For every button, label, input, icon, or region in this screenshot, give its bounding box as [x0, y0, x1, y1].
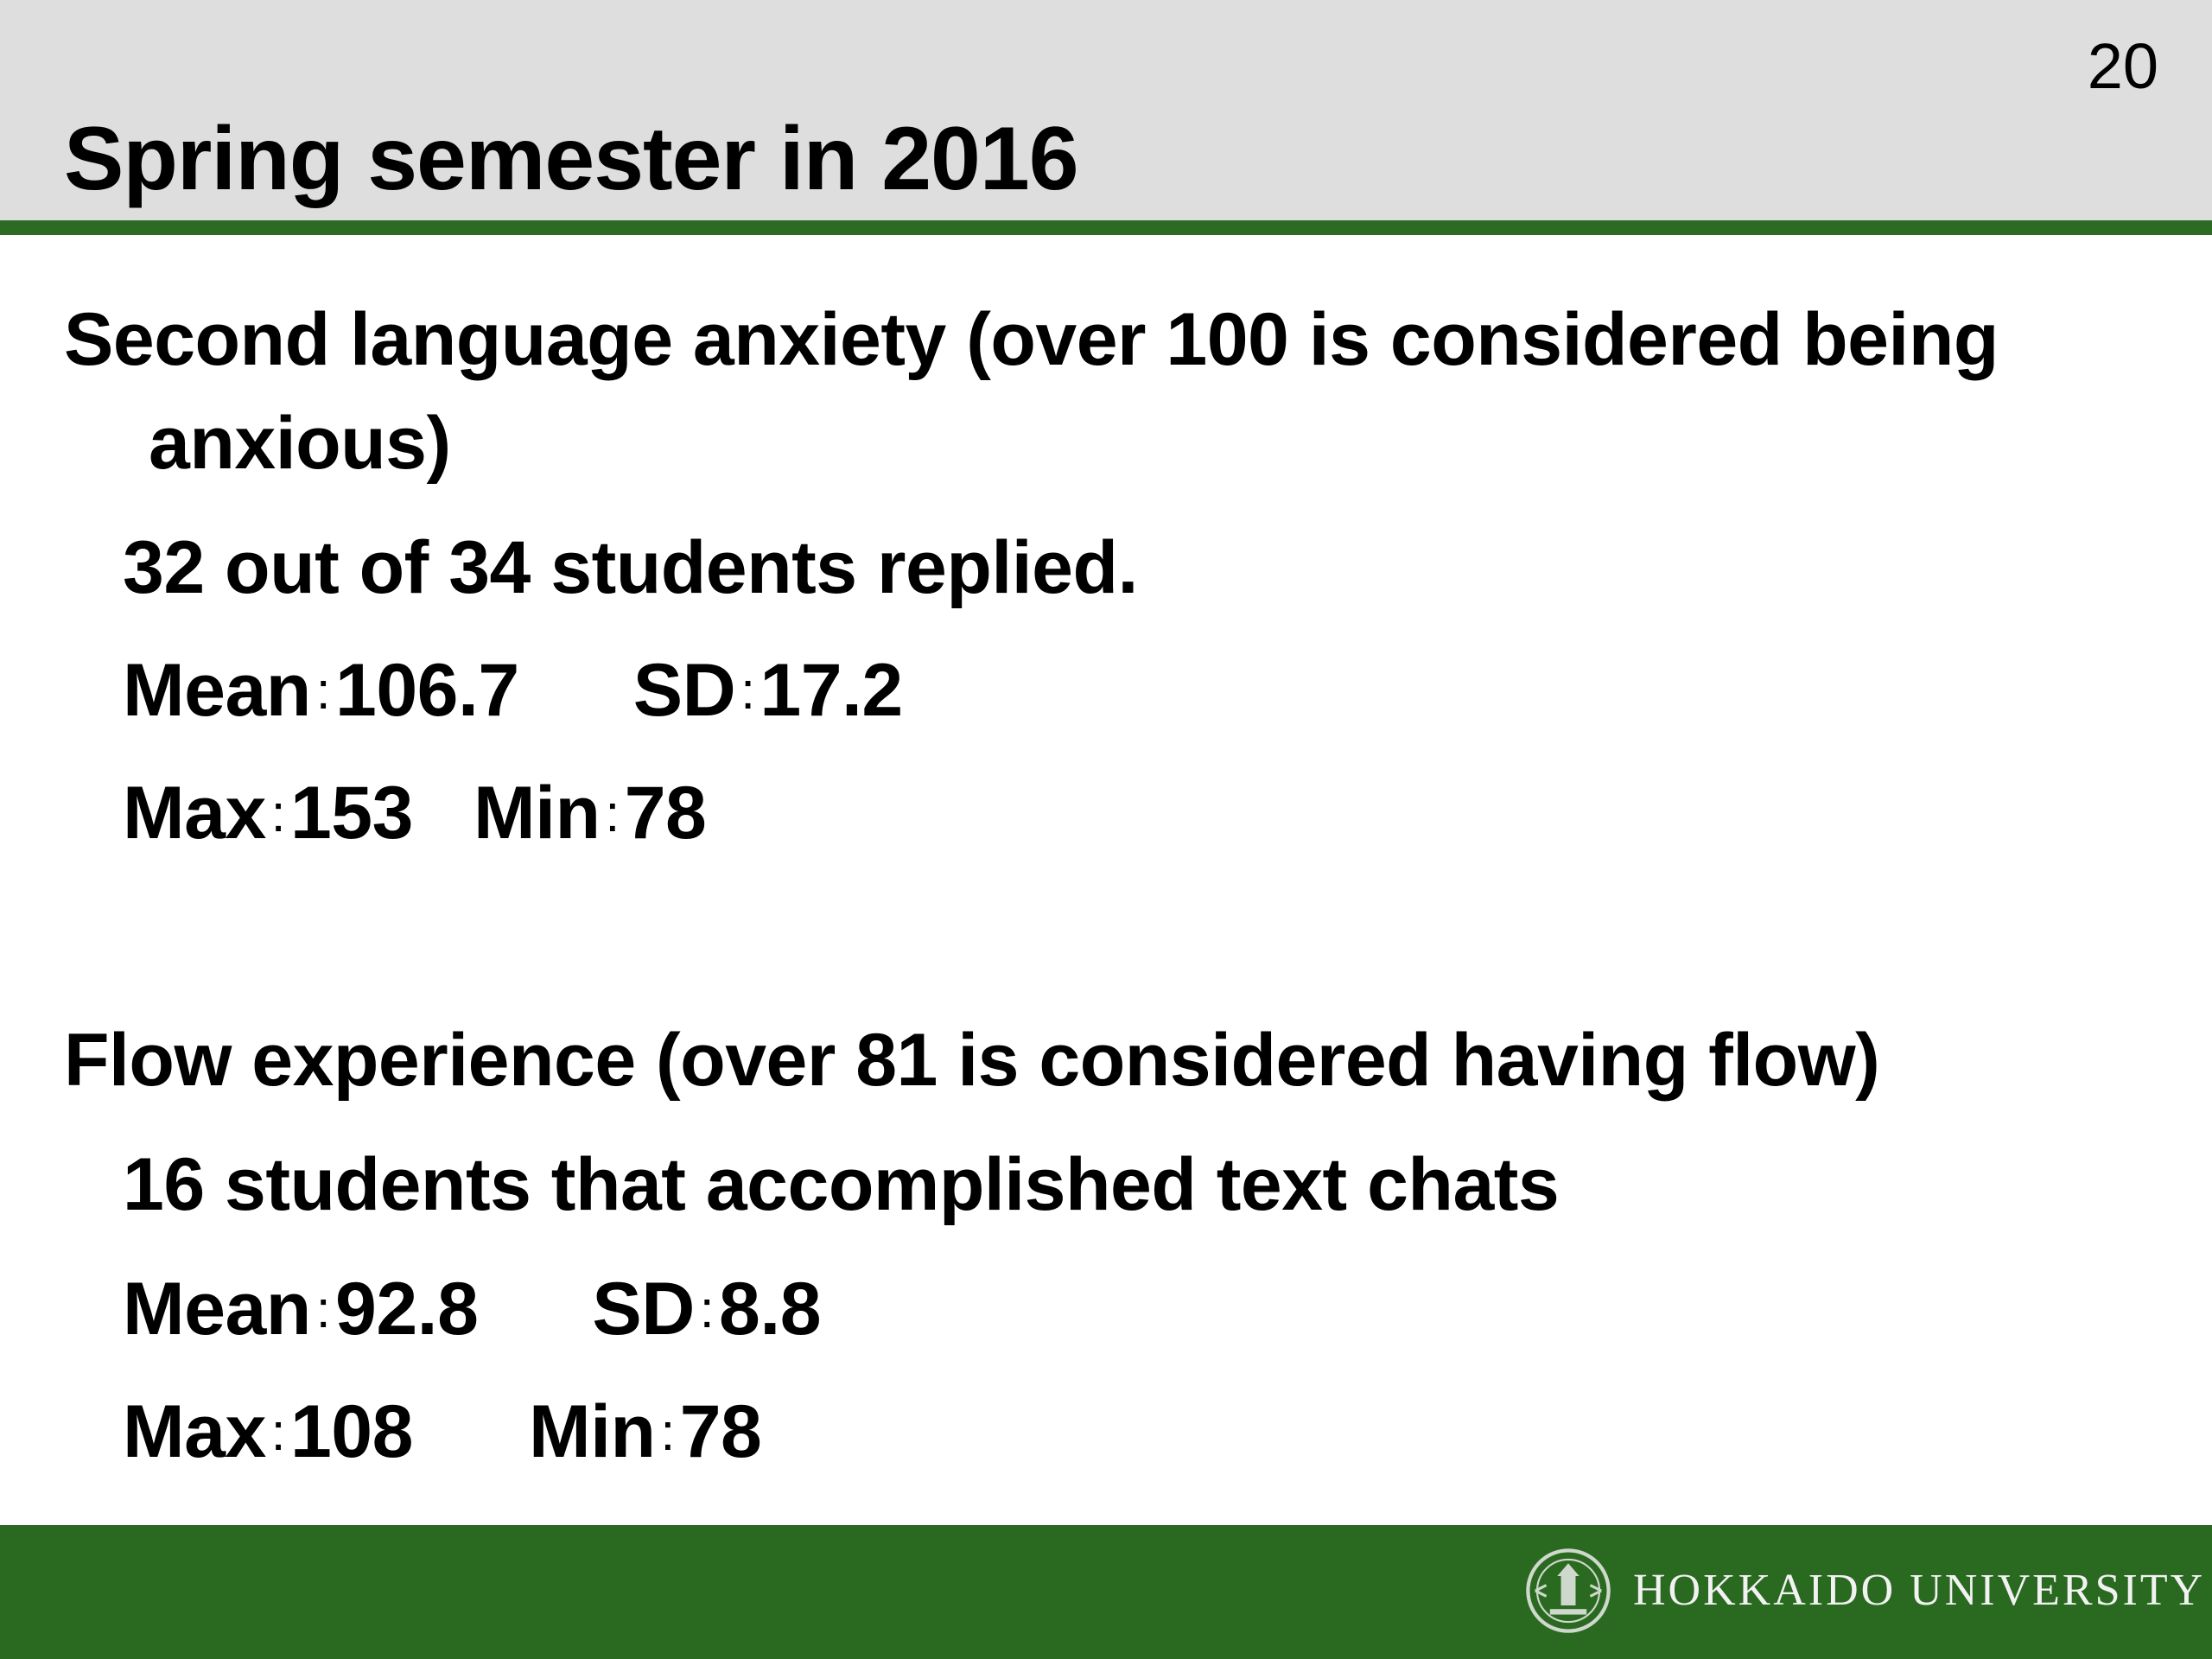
anxiety-max-label: Max	[123, 772, 266, 855]
anxiety-min-label: Min	[473, 772, 601, 855]
flow-max-min-row	[123, 1390, 762, 1473]
anxiety-replied: 32 out of 34 students replied.	[123, 526, 1138, 609]
university-crest-icon	[1522, 1545, 1614, 1637]
separator: :	[741, 662, 755, 720]
university-name: HOKKAIDO UNIVERSITY	[1633, 1566, 2206, 1615]
flow-heading: Flow experience (over 81 is considered having flow)	[64, 1019, 1880, 1102]
flow-sd-value: 8.8	[719, 1268, 822, 1351]
flow-students: 16 students that accomplished text chats	[123, 1143, 1560, 1226]
separator: :	[270, 1403, 285, 1461]
page-number: 20	[2087, 30, 2158, 102]
anxiety-sd-value: 17.2	[760, 649, 903, 732]
anxiety-mean-sd-row	[123, 649, 903, 732]
separator: :	[270, 785, 285, 842]
flow-max-value: 108	[289, 1390, 413, 1473]
flow-max-label: Max	[123, 1390, 266, 1473]
anxiety-heading-line2: anxious)	[149, 402, 451, 485]
anxiety-min-value: 78	[624, 772, 707, 855]
separator: :	[660, 1403, 675, 1461]
flow-min-label: Min	[528, 1390, 656, 1473]
flow-mean-label: Mean	[123, 1268, 311, 1351]
header-divider	[0, 220, 2212, 235]
separator: :	[605, 785, 620, 842]
flow-min-value: 78	[679, 1390, 762, 1473]
flow-mean-sd-row	[123, 1268, 822, 1351]
flow-mean-value: 92.8	[335, 1268, 479, 1351]
separator: :	[315, 1281, 331, 1338]
slide-title: Spring semester in 2016	[64, 109, 1078, 209]
anxiety-sd-label: SD	[632, 649, 736, 732]
anxiety-heading-line1: Second language anxiety (over 100 is considered being	[64, 298, 1999, 381]
anxiety-mean-value: 106.7	[335, 649, 519, 732]
separator: :	[315, 662, 331, 720]
anxiety-mean-label: Mean	[123, 649, 311, 732]
flow-sd-label: SD	[592, 1268, 695, 1351]
anxiety-max-min-row	[123, 772, 707, 855]
separator: :	[699, 1281, 715, 1338]
anxiety-max-value: 153	[289, 772, 413, 855]
